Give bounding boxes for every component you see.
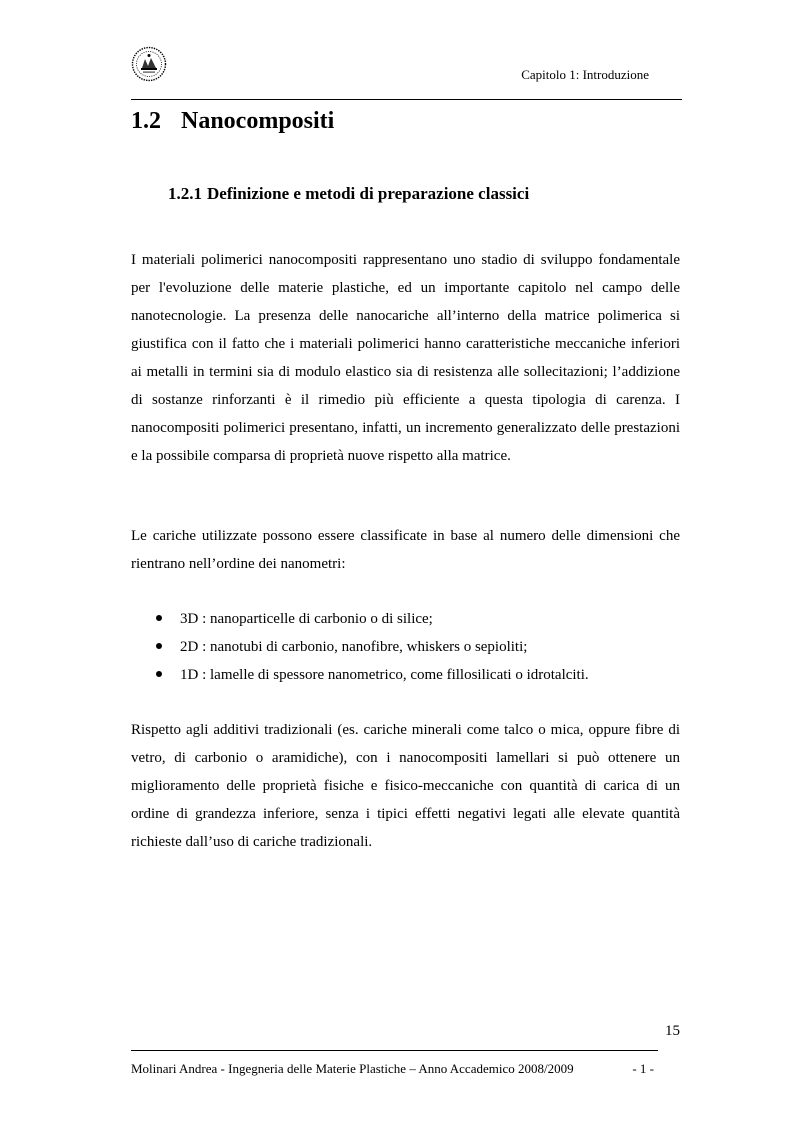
bullet-icon xyxy=(156,671,162,677)
subsection-number: 1.2.1 xyxy=(168,184,202,203)
section-title: Nanocompositi xyxy=(181,108,335,134)
list-item-text: 1D : lamelle di spessore nanometrico, come fillosilicati o idrotalciti. xyxy=(180,667,589,683)
list-item xyxy=(131,661,680,689)
list-item-text: 2D : nanotubi di carbonio, nanofibre, whiskers o sepioliti; xyxy=(180,639,528,655)
footer-page-number: - 1 - xyxy=(632,1061,654,1076)
section-number: 1.2 xyxy=(131,108,161,134)
subsection-title: Definizione e metodi di preparazione classici xyxy=(207,184,530,203)
section-heading xyxy=(131,108,334,135)
page-number: 15 xyxy=(665,1023,680,1039)
chapter-header: Capitolo 1: Introduzione xyxy=(521,67,649,82)
list-item-text: 3D : nanoparticelle di carbonio o di silice; xyxy=(180,611,433,627)
filler-list xyxy=(131,605,680,689)
footer-text: Molinari Andrea - Ingegneria delle Materie Plastiche – Anno Accademico 2008/2009 xyxy=(131,1061,574,1076)
bullet-icon xyxy=(156,615,162,621)
list-item xyxy=(131,633,680,661)
footer-divider xyxy=(131,1050,658,1051)
list-item xyxy=(131,605,680,633)
subsection-heading xyxy=(168,184,529,204)
paragraph-comparison: Rispetto agli additivi tradizionali (es. cariche minerali come talco o mica, oppure fibre di vetro, di carbonio o aramidiche), con i nanocompositi lamellari si può ottenere un miglioramento delle proprietà fisiche e fisico-meccaniche con quantità di carica di un ordine di grandezza inferiore, senza i tipici effetti negativi legati alle elevate quantità richieste dall’uso di cariche tradizionali. xyxy=(131,722,680,850)
university-seal-icon xyxy=(131,46,167,82)
header-divider xyxy=(131,99,682,100)
paragraph-intro: I materiali polimerici nanocompositi rappresentano uno stadio di sviluppo fondamentale per l'evoluzione delle materie plastiche, ed un importante capitolo nel campo delle nanotecnologie. La presenza delle nanocariche all’interno della matrice polimerica si giustifica con il fatto che i materiali polimerici hanno caratteristiche meccaniche inferiori ai metalli in termini sia di modulo elastico sia di resistenza alle sollecitazioni; l’addizione di sostanze rinforzanti è il rimedio più efficiente a questa tipologia di carenza. I nanocompositi polimerici presentano, infatti, un incremento generalizzato delle prestazioni e la possibile comparsa di proprietà nuove rispetto alla matrice. xyxy=(131,252,680,464)
paragraph-fillers: Le cariche utilizzate possono essere classificate in base al numero delle dimensioni che rientrano nell’ordine dei nanometri: xyxy=(131,528,680,572)
bullet-icon xyxy=(156,643,162,649)
